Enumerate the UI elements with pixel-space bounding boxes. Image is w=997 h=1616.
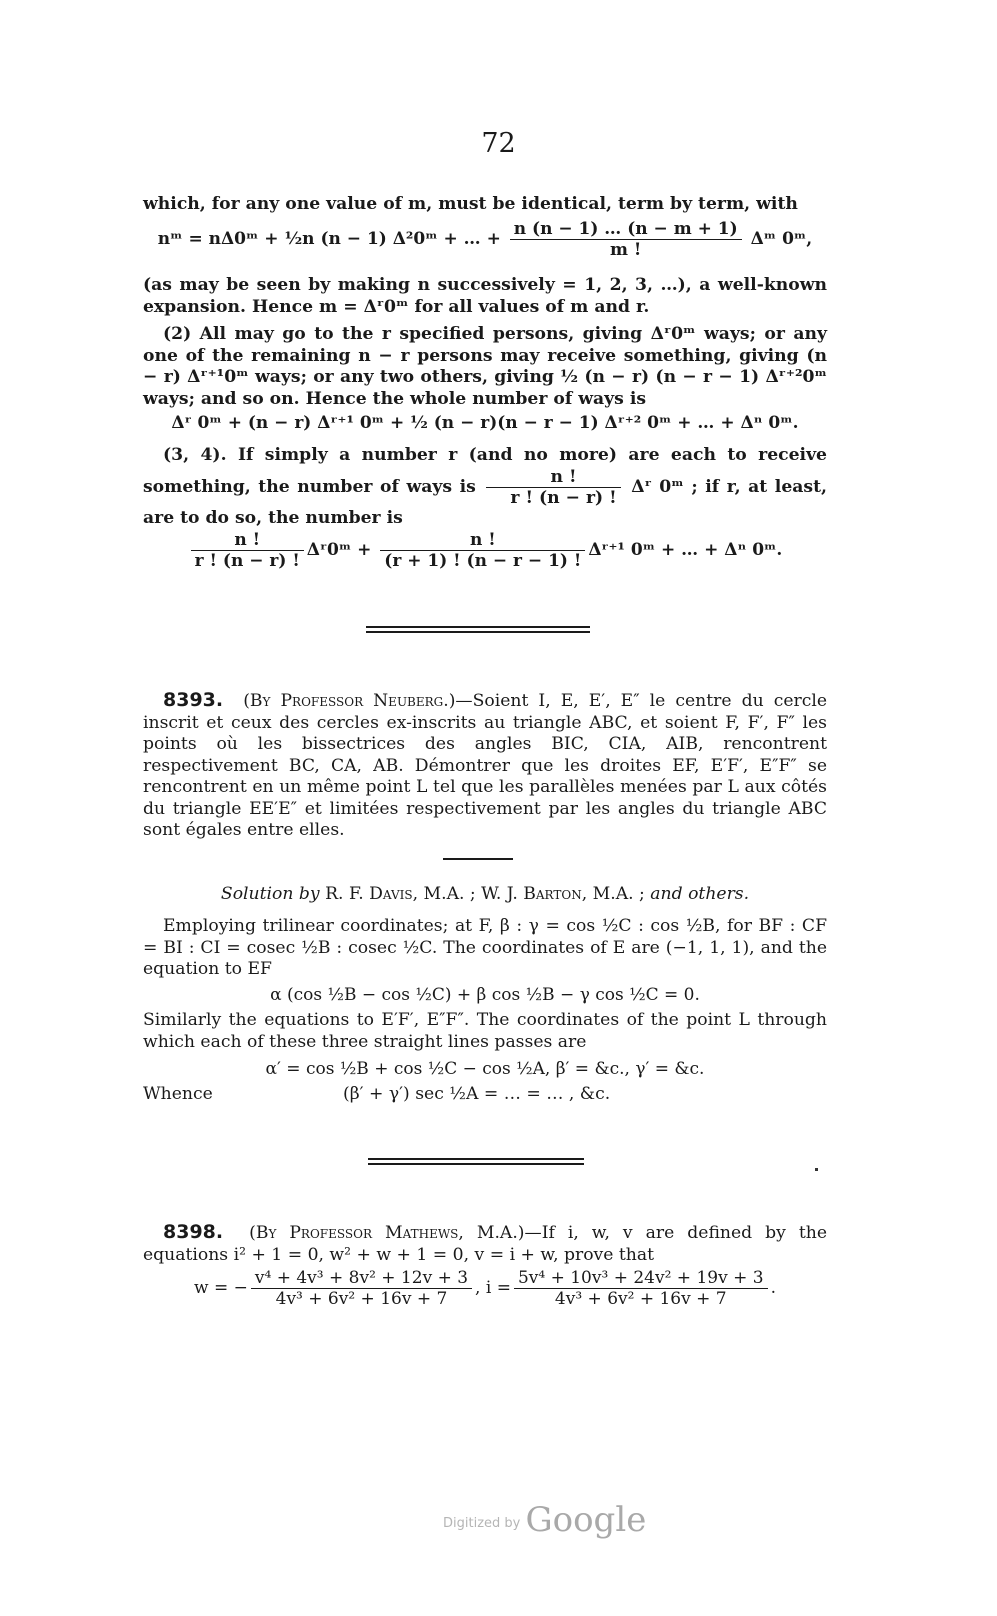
i-denominator: 4v³ + 6v² + 16v + 7 <box>554 1289 727 1309</box>
paragraph-1 <box>143 275 827 318</box>
equation-whence: (β′ + γ′) sec ½A = … = … , &c. <box>343 1084 611 1104</box>
short-divider <box>443 858 513 860</box>
section-divider-2-bottom <box>368 1163 584 1165</box>
section-divider-bottom <box>366 631 590 633</box>
equation-w-i <box>143 1268 827 1309</box>
solution-paragraph-1 <box>143 916 827 981</box>
question-author: (By Professor Neuberg.) <box>243 691 456 711</box>
question-text: —Soient I, E, E′, E″ le centre du cercle inscrit et ceux des cercles ex-inscrits au triangle ABC, et soient F, F′, F″ les points où les bissectrices des angles BIC, CIA, AIB, rencontrent respectivement BC, CA, AB. Démontrer que les droites EF, E′F′, E″F″ se rencontrent en un même point L tel que les parallèles menées par L aux côtés du triangle EE′E″ et limitées respectivement par les angles du triangle ABC sont égales entre elles. <box>143 691 827 840</box>
solution-paragraph-2 <box>143 1010 827 1053</box>
solution-text-1: Employing trilinear coordinates; at F, β : γ = cos ½C : cos ½B, for BF : CF = BI : CI = cosec ½B : cosec ½C. The coordinates of E are (−1, 1, 1), and the equation to EF <box>143 916 827 979</box>
para3-denominator: r ! (n − r) ! <box>510 487 617 508</box>
i-lhs: , i = <box>475 1278 511 1298</box>
w-numerator: v⁴ + 4v³ + 8v² + 12v + 3 <box>251 1268 472 1289</box>
question-8393 <box>143 690 827 842</box>
question-author: (By Professor Mathews, M.A.) <box>249 1223 525 1243</box>
eq1-denominator: m ! <box>610 240 642 260</box>
eq3-numerator-1: n ! <box>191 530 304 551</box>
eq3-mid: Δʳ0ᵐ + <box>306 540 378 560</box>
i-fraction <box>514 1268 768 1309</box>
eq3-denominator-1: r ! (n − r) ! <box>194 551 300 571</box>
paragraph-3 <box>143 445 827 529</box>
para3-numerator: n ! <box>486 467 620 488</box>
equation-at-least <box>143 530 827 571</box>
section-divider-top <box>366 626 590 628</box>
para3-b: Δʳ 0ᵐ ; if r, at least, are to do so, the number is <box>143 476 827 528</box>
watermark-digitized-by: Digitized by <box>443 1516 521 1531</box>
eq3-denominator-2: (r + 1) ! (n − r − 1) ! <box>384 551 582 571</box>
watermark-google-logo: Google <box>525 1500 647 1540</box>
eq3-numerator-2: n ! <box>380 530 585 551</box>
w-fraction <box>251 1268 472 1309</box>
solution-by-label: Solution by <box>220 884 320 904</box>
whence-label: Whence <box>143 1084 213 1104</box>
question-text: —If i, w, v are defined by the equations i² + 1 = 0, w² + w + 1 = 0, v = i + w, prove that <box>143 1223 827 1265</box>
para1-text: (as may be seen by making n successively = 1, 2, 3, …), a well-known expansion. Hence m = Δʳ0ᵐ for all values of m and r. <box>143 275 827 317</box>
equation-end: . <box>770 1278 776 1298</box>
eq1-lhs: nᵐ = nΔ0ᵐ + ½n (n − 1) Δ²0ᵐ + … + <box>157 229 507 249</box>
eq3-tail: Δʳ⁺¹ 0ᵐ + … + Δⁿ 0ᵐ. <box>588 540 783 560</box>
question-8398 <box>143 1222 827 1266</box>
i-numerator: 5v⁴ + 10v³ + 24v² + 19v + 3 <box>514 1268 768 1289</box>
paragraph-intro <box>143 194 827 216</box>
equation-point-l: α′ = cos ½B + cos ½C − cos ½A, β′ = &c., γ′ = &c. <box>265 1059 705 1079</box>
equation-expansion <box>143 219 827 260</box>
digitized-by-google-watermark <box>443 1500 646 1540</box>
w-denominator: 4v³ + 6v² + 16v + 7 <box>275 1289 448 1309</box>
question-number: 8393. <box>163 689 224 711</box>
section-divider-2-top <box>368 1158 584 1160</box>
equation-whole-number: Δʳ 0ᵐ + (n − r) Δʳ⁺¹ 0ᵐ + ½ (n − r)(n − r − 1) Δʳ⁺² 0ᵐ + … + Δⁿ 0ᵐ. <box>171 413 799 433</box>
page-number: 72 <box>481 128 516 159</box>
question-number: 8398. <box>163 1221 224 1243</box>
solution-authors: R. F. Davis, M.A. ; W. J. Barton, M.A. ; <box>325 884 645 904</box>
eq3-fraction-1 <box>191 530 304 571</box>
intro-line: which, for any one value of m, must be identical, term by term, with <box>143 194 798 214</box>
solution-text-2: Similarly the equations to E′F′, E″F″. The coordinates of the point L through which each of these three straight lines passes are <box>143 1010 827 1052</box>
equation-ef: α (cos ½B − cos ½C) + β cos ½B − γ cos ½C = 0. <box>270 985 700 1005</box>
paragraph-2 <box>143 324 827 410</box>
para3-text <box>143 445 827 529</box>
whence-line <box>143 1084 827 1106</box>
speck <box>815 1168 818 1171</box>
w-lhs: w = − <box>194 1278 248 1298</box>
eq1-numerator: n (n − 1) … (n − m + 1) <box>510 219 742 240</box>
para3-a: (3, 4). If simply a number r (and no more) are each to receive something, the number of ways is <box>143 445 827 497</box>
para2-text: (2) All may go to the r specified persons, giving Δʳ0ᵐ ways; or any one of the remaining n − r persons may receive something, giving (n − r) Δʳ⁺¹0ᵐ ways; or any two others, giving ½ (n − r) (n − r − 1) Δʳ⁺²0ᵐ ways; and so on. Hence the whole number of ways is <box>143 324 827 409</box>
and-others: and others. <box>650 884 750 904</box>
solution-heading <box>143 884 827 906</box>
eq3-fraction-2 <box>380 530 585 571</box>
eq1-fraction <box>510 219 742 260</box>
para3-fraction <box>486 467 620 508</box>
eq1-tail: Δᵐ 0ᵐ, <box>750 229 813 249</box>
